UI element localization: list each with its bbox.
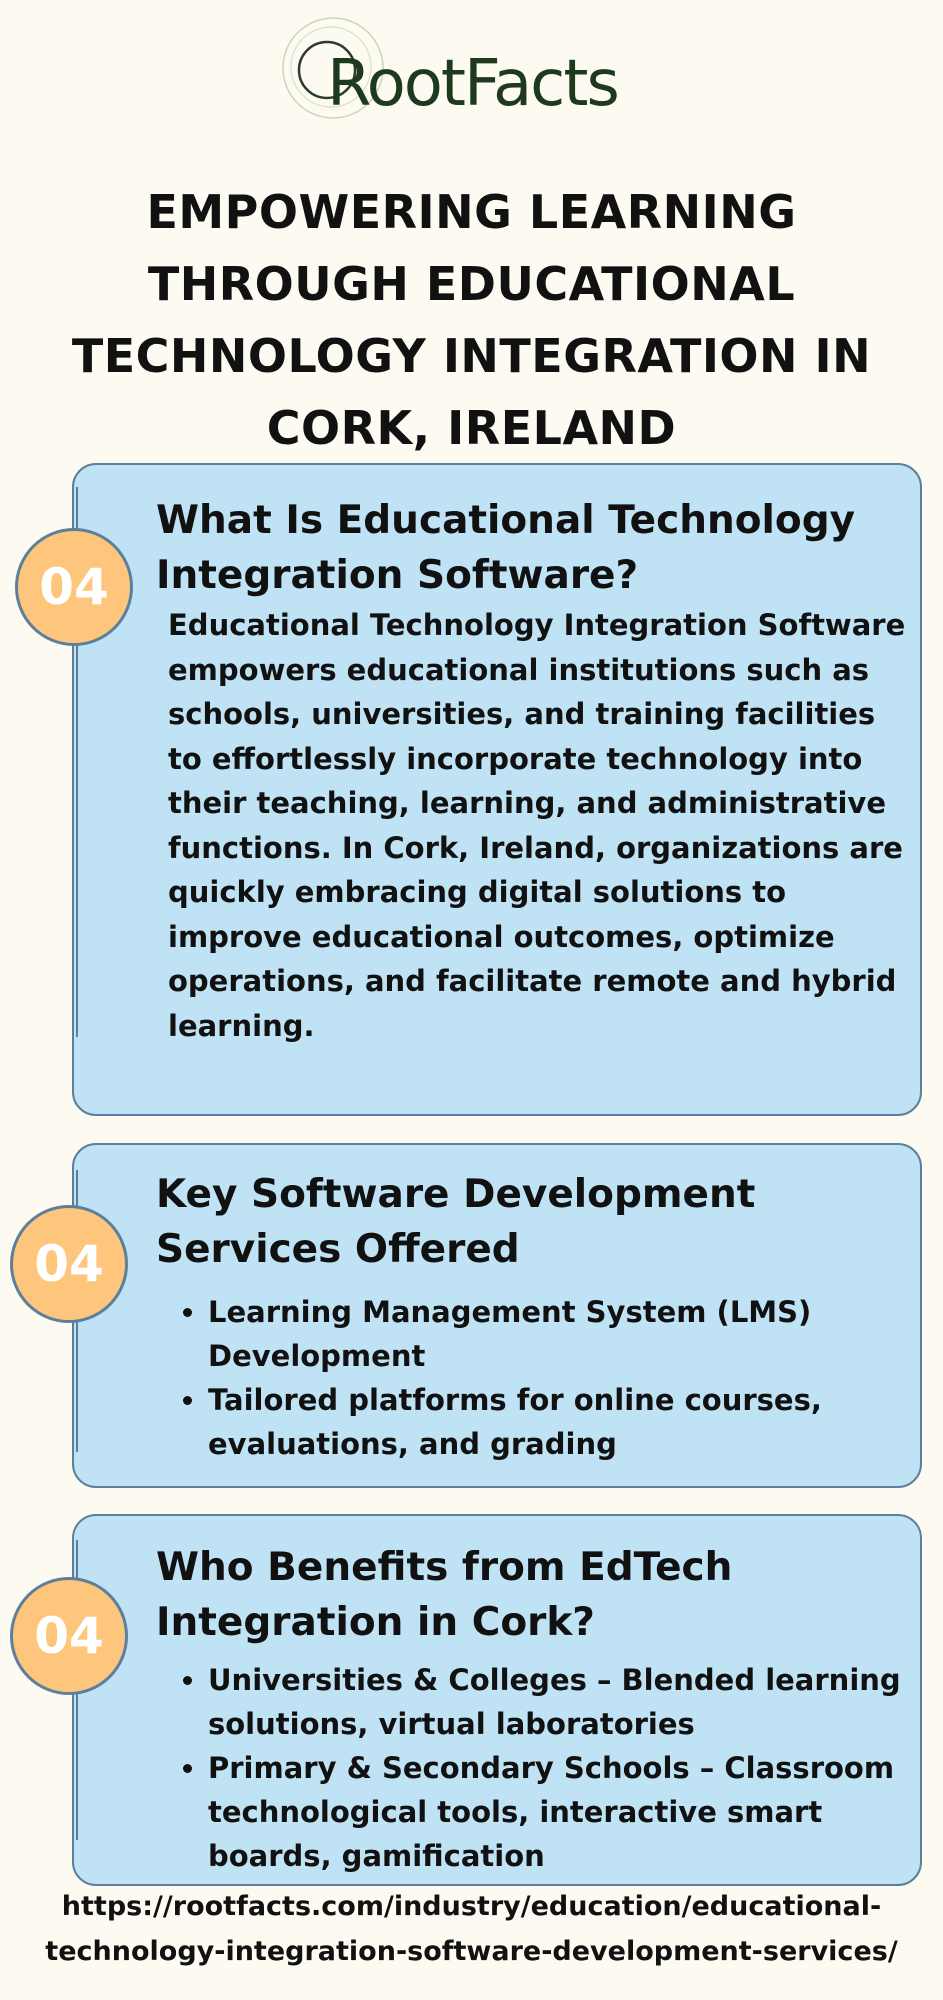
- section-heading: Key Software Development Services Offered: [156, 1172, 756, 1272]
- section-body-text: Educational Technology Integration Software empowers educational institutions such as schools, universities, and training facilities to effortlessly incorporate technology into their teaching, learning, and administrative functions. In Cork, Ireland, organizations are quickly embracing digital solutions to improve educational outcomes, optimize operations, and facilitate remote and hybrid learning.: [168, 608, 906, 1043]
- benefits-list: [168, 1658, 908, 1878]
- list-item: • Learning Management System (LMS) Development: [208, 1290, 908, 1378]
- logo-wordmark: RootFacts: [327, 47, 618, 121]
- list-item: • Universities & Colleges – Blended learning solutions, virtual laboratories: [208, 1658, 908, 1746]
- services-list: [168, 1290, 908, 1466]
- rootfacts-logo: [275, 12, 635, 132]
- section-number-badge: 04: [10, 1577, 128, 1695]
- list-item: • Tailored platforms for online courses, evaluations, and grading: [208, 1378, 908, 1466]
- source-url-link[interactable]: https://rootfacts.com/industry/education/educational-technology-integration-software-development-services/: [45, 1891, 898, 1967]
- section-number-badge: 04: [10, 1205, 128, 1323]
- section-heading: Who Benefits from EdTech Integration in Cork?: [156, 1545, 733, 1645]
- section-heading: What Is Educational Technology Integration Software?: [156, 498, 856, 598]
- page-title: EMPOWERING LEARNING THROUGH EDUCATIONAL TECHNOLOGY INTEGRATION IN CORK, IRELAND: [71, 185, 872, 455]
- list-item: • Primary & Secondary Schools – Classroom technological tools, interactive smart boards, gamification: [208, 1746, 908, 1878]
- section-number-badge: 04: [15, 528, 133, 646]
